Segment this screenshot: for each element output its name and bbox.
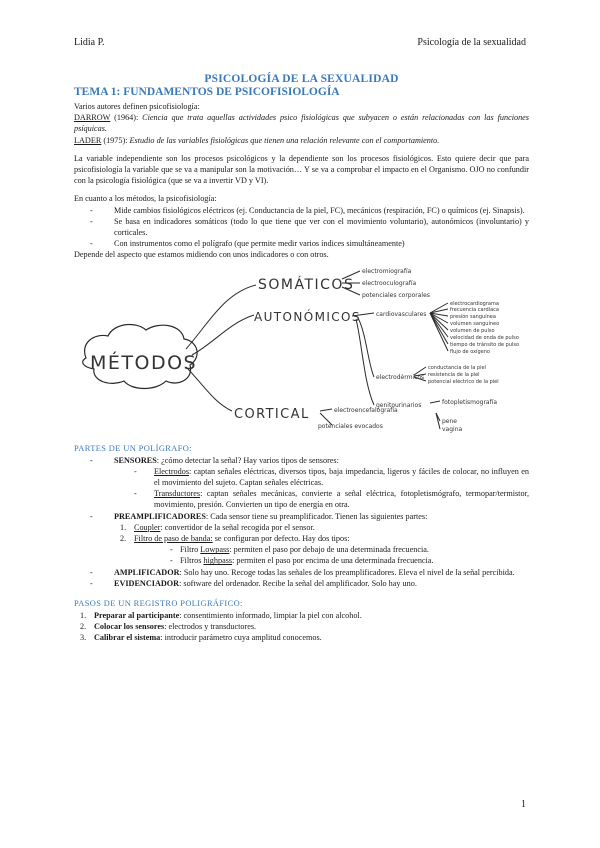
term-label: AMPLIFICADOR xyxy=(114,567,180,577)
term-text: : consentimiento informado, limpiar la piel con alcohol. xyxy=(179,611,362,621)
list-number: 1. xyxy=(80,611,87,621)
list-number: 3. xyxy=(80,633,87,643)
term-label: Calibrar el sistema xyxy=(94,633,161,643)
term-prefix: Filtros xyxy=(180,556,204,566)
filters-list xyxy=(134,544,529,566)
list-item-evidenciador xyxy=(74,578,529,589)
mindmap-leaf: electrooculografía xyxy=(362,279,417,287)
section-title-registro: PASOS DE UN REGISTRO POLIGRÁFICO: xyxy=(74,599,243,609)
list-item xyxy=(74,632,529,643)
mindmap-group: genitourinarios xyxy=(376,401,422,409)
header-author: Lidia P. xyxy=(74,37,105,48)
mindmap-leaf: flujo de oxígeno xyxy=(450,348,490,355)
term-label: Lowpass xyxy=(200,545,230,555)
definition-year: (1975): xyxy=(101,135,130,145)
mindmap-leaf: fotopletismografía xyxy=(442,398,498,406)
term-text: : convertidor de la señal recogida por el sensor. xyxy=(160,522,315,532)
list-item xyxy=(134,544,529,555)
mindmap-leaf: presión sanguínea xyxy=(450,313,496,320)
term-text: : introducir parámetro cuya amplitud conocemos. xyxy=(160,633,322,643)
polygraph-parts-list xyxy=(74,455,529,589)
list-item xyxy=(114,522,529,533)
mindmap-branch-cortical: CORTICAL xyxy=(234,406,310,422)
mindmap-leaf: frecuencia cardíaca xyxy=(450,306,499,313)
mindmap-leaf: tiempo de tránsito de pulso xyxy=(450,341,520,348)
term-label: highpass xyxy=(203,556,233,566)
term-text: : ¿cómo detectar la señal? Hay varios tipos de sensores: xyxy=(156,455,339,465)
term-label: Preparar al participante xyxy=(94,611,180,621)
term-text: : permiten el paso por encima de una determinada frecuencia. xyxy=(232,556,434,566)
mindmap-leaf: electroencefalografía xyxy=(334,406,398,414)
list-item xyxy=(74,621,529,632)
list-item-preamplificadores xyxy=(74,511,529,567)
mindmap-leaf: velocidad de onda de pulso xyxy=(450,334,519,341)
header-subject: Psicología de la sexualidad xyxy=(417,37,526,48)
list-item-amplificador xyxy=(74,567,529,578)
definition-darrow xyxy=(74,112,529,134)
mindmap-leaf: potencial eléctrico de la piel xyxy=(428,378,499,385)
preamp-parts-list xyxy=(114,522,529,567)
term-text: : captan señales mecánicas, convierte a señal eléctrica, fotopletismógrafo, termopar/termistor, movimiento, presión. Convierten un tipo de energía en otra. xyxy=(154,489,529,510)
intro-text: Varios autores definen psicofisiología: xyxy=(74,102,200,111)
term-text: : Solo hay uno. Recoge todas las señales de los preamplificadores. Eleva el nivel de la señal percibida. xyxy=(179,567,515,577)
list-item-sensores xyxy=(74,455,529,511)
definition-text: Estudio de las variables fisiológicas que tienen una relación relevante con el comportamiento. xyxy=(129,135,440,145)
methods-outro: Depende del aspecto que estamos midiendo con unos indicadores o con otros. xyxy=(74,250,329,260)
mindmap-group: electrodérmicos xyxy=(376,373,425,381)
list-number: 1. xyxy=(120,522,127,532)
list-item xyxy=(74,610,529,621)
list-item xyxy=(134,555,529,566)
mindmap-leaf: electrocardiograma xyxy=(450,300,499,307)
list-item: - Con instrumentos como el polígrafo (que permite medir varios índices simultáneamente) xyxy=(74,238,529,249)
term-label: EVIDENCIADOR xyxy=(114,578,180,588)
term-label: Transductores xyxy=(154,489,201,499)
mindmap-leaf: potenciales corporales xyxy=(362,291,430,299)
page-number: 1 xyxy=(521,799,526,810)
definition-text: Ciencia que trata aquellas actividades psico fisiológicas que subyacen o están relacionadas con las funciones psíquicas. xyxy=(74,113,529,134)
mindmap-leaf: volumen de pulso xyxy=(450,327,495,334)
registro-steps-list xyxy=(74,610,529,644)
mindmap-drawing xyxy=(74,263,529,438)
list-item: - Se basa en indicadores somáticos (todo lo que tiene que ver con el movimiento voluntario), autonómicos (involuntario) y corticales. xyxy=(74,216,529,238)
mindmap-leaf: pene xyxy=(442,417,457,425)
term-text: : permiten el paso por debajo de una determinada frecuencia. xyxy=(229,545,429,555)
definition-lader xyxy=(74,135,529,146)
list-number: 2. xyxy=(120,534,127,544)
mindmap-leaf: volumen sanguíneo xyxy=(450,320,500,327)
mindmap-branch-somaticos: SOMÁTICOS xyxy=(258,276,355,293)
term-text: : electrodos y transductores. xyxy=(164,622,257,632)
list-item xyxy=(114,466,529,488)
definition-year: (1964): xyxy=(110,113,143,123)
methods-list xyxy=(74,205,529,250)
mindmap-leaf: vagina xyxy=(442,425,463,433)
mindmap-branch-autonomicos: AUTONÓMICOS xyxy=(254,309,361,324)
list-item xyxy=(114,488,529,510)
term-label: PREAMPLIFICADORES xyxy=(114,511,206,521)
term-label: Colocar los sensores xyxy=(94,622,165,632)
sensor-types-list xyxy=(114,466,529,511)
section-title-poligrafo: PARTES DE UN POLÍGRAFO: xyxy=(74,443,192,453)
list-item: - Mide cambios fisiológicos eléctricos (ej. Conductancia de la piel, FC), mecánicos (respiración, FC) o químicos (ej. Sinapsis). xyxy=(74,205,529,216)
methods-mindmap xyxy=(74,263,529,438)
term-text: : captan señales eléctricas, diversos tipos, baja impedancia, ligeros y fáciles de colocar, no influyen en el movimiento del sujeto. Captan señales eléctricas. xyxy=(154,466,529,488)
term-label: SENSORES xyxy=(114,455,157,465)
list-item xyxy=(114,533,529,567)
mindmap-leaf: electromiografía xyxy=(362,267,412,275)
list-number: 2. xyxy=(80,622,87,632)
term-label: Filtro de paso de banda: xyxy=(134,534,213,544)
term-label: Electrodos xyxy=(154,466,190,476)
mindmap-leaf: potenciales evocados xyxy=(318,422,383,430)
term-text: se configuran por defecto. Hay dos tipos: xyxy=(212,534,350,544)
term-prefix: Filtro xyxy=(180,545,201,555)
definition-author: LADER xyxy=(74,135,102,145)
paragraph-variables: La variable independiente son los procesos psicológicos y la dependiente son los procesos fisiológicos. Esto quiere decir que para psicofisiología la variable que se va a manipular son la motivación… Y se va a comprobar el impacto en el Organismo. OJO no confundir con la psicología fisiológica (que se va a invertir VD y VI). xyxy=(74,153,529,186)
topic-title: TEMA 1: FUNDAMENTOS DE PSICOFISIOLOGÍA xyxy=(74,86,340,98)
document-title: PSICOLOGÍA DE LA SEXUALIDAD xyxy=(204,73,399,85)
definition-author: DARROW xyxy=(74,113,111,123)
mindmap-center: MÉTODOS xyxy=(90,351,198,374)
mindmap-leaf: conductancia de la piel xyxy=(428,364,486,371)
term-text: : Cada sensor tiene su preamplificador. Tienen las siguientes partes: xyxy=(205,511,428,521)
mindmap-leaf: resistencia de la piel xyxy=(428,371,480,378)
term-label: Coupler xyxy=(134,522,161,532)
term-text: : software del ordenador. Recibe la señal del amplificador. Solo hay uno. xyxy=(179,578,417,588)
methods-intro: En cuanto a los métodos, la psicofisiología: xyxy=(74,194,217,204)
document-body xyxy=(74,72,529,644)
mindmap-group: cardiovasculares xyxy=(376,310,427,318)
